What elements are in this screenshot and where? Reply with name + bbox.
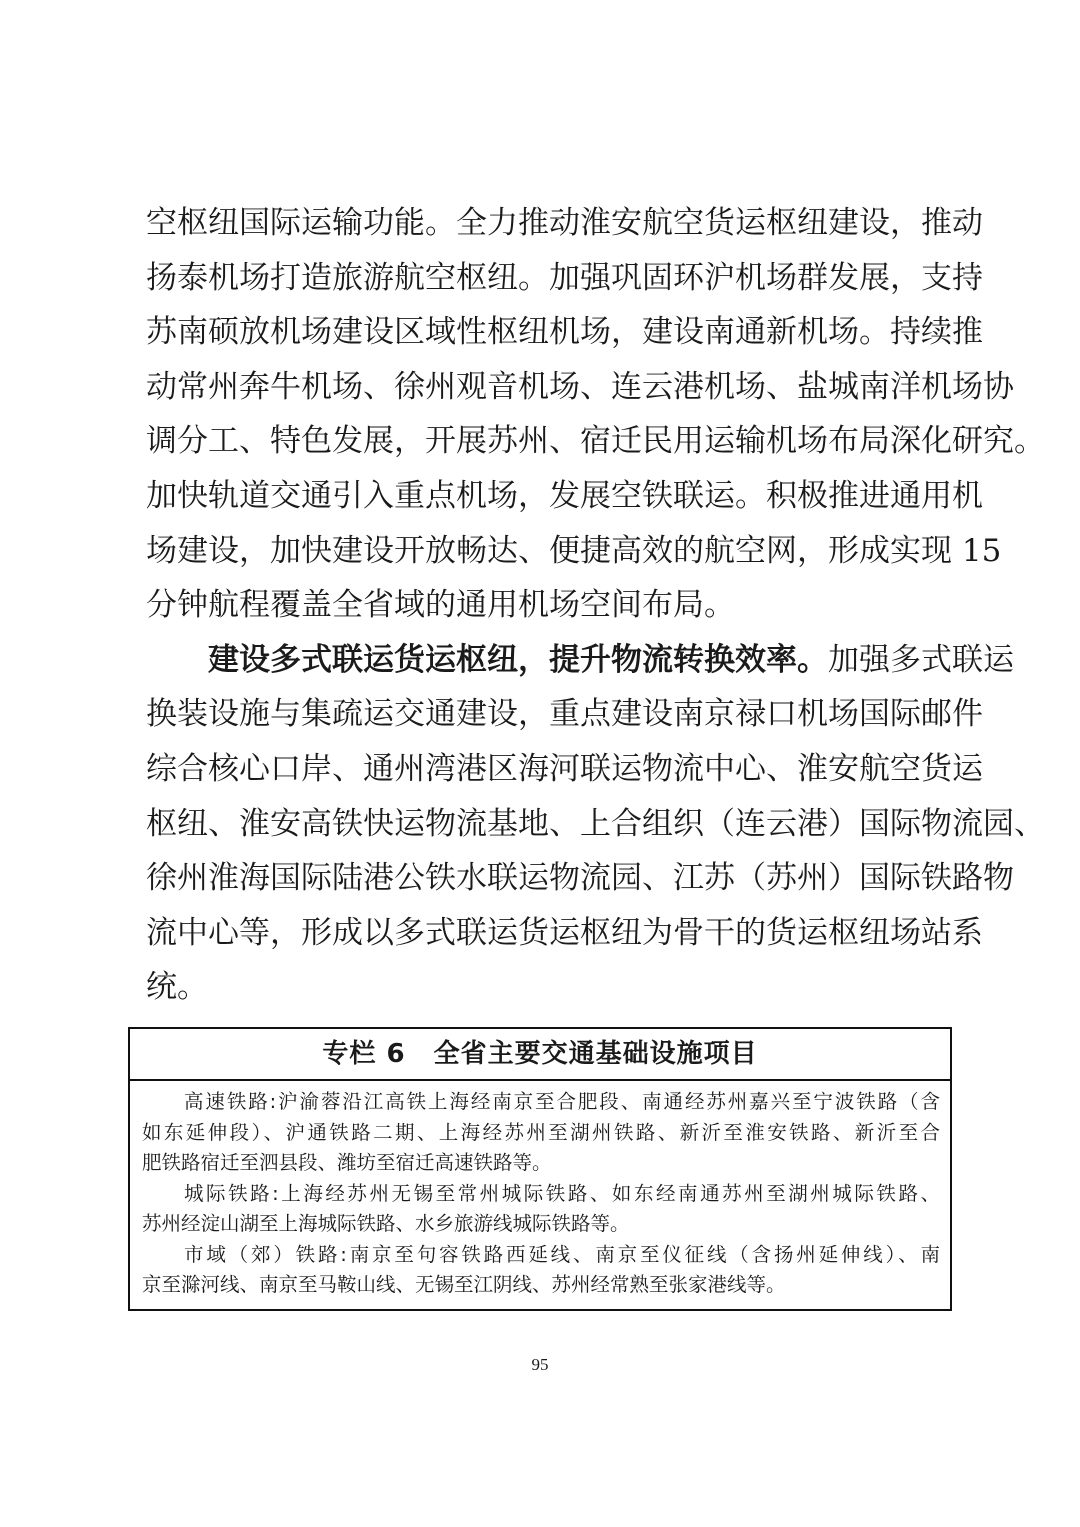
text-line	[146, 633, 1014, 688]
text-line: 统。	[146, 969, 208, 1006]
text-line: 分钟航程覆盖全省域的通用机场空间布局。	[146, 587, 735, 624]
section-label: 城际铁路:	[184, 1181, 279, 1205]
sidebar-line: 京至滁河线、南京至马鞍山线、无锡至江阴线、苏州经常熟至张家港线等。	[142, 1273, 786, 1296]
sidebar-line: 肥铁路宿迁至泗县段、潍坊至宿迁高速铁路等。	[142, 1151, 552, 1174]
sidebar-line	[142, 1240, 940, 1271]
sidebar-heading: 全省主要交通基础设施项目	[433, 1039, 758, 1069]
text-line: 枢纽、淮安高铁快运物流基地、上合组织（连云港）国际物流园、	[146, 805, 1045, 842]
paragraph-lead: 建设多式联运货运枢纽，提升物流转换效率。	[208, 641, 828, 678]
text-line: 换装设施与集疏运交通建设，重点建设南京禄口机场国际邮件	[146, 696, 983, 733]
text-line: 综合核心口岸、通州湾港区海河联运物流中心、淮安航空货运	[146, 750, 983, 787]
section-label: 高速铁路:	[184, 1090, 277, 1113]
section-text: 上海经苏州无锡至常州城际铁路、如东经南通苏州至湖州城际铁路、	[278, 1181, 940, 1205]
text-line: 动常州奔牛机场、徐州观音机场、连云港机场、盐城南洋机场协	[146, 368, 1014, 405]
paragraph-2	[146, 633, 1045, 1015]
sidebar-line: 苏州经淀山湖至上海城际铁路、水乡旅游线城际铁路等。	[142, 1212, 630, 1235]
section-text: 沪渝蓉沿江高铁上海经南京至合肥段、南通经苏州嘉兴至宁波铁路（含	[276, 1090, 940, 1113]
text-line: 苏南硕放机场建设区域性枢纽机场，建设南通新机场。持续推	[146, 314, 983, 351]
sidebar-line: 如东延伸段）、沪通铁路二期、上海经苏州至湖州铁路、新沂至淮安铁路、新沂至合	[142, 1120, 940, 1144]
body-text	[146, 196, 1045, 1015]
sidebar-title	[130, 1029, 950, 1081]
text-line: 流中心等，形成以多式联运货运枢纽为骨干的货运枢纽场站系	[146, 914, 983, 951]
text-line: 加快轨道交通引入重点机场，发展空铁联运。积极推进通用机	[146, 477, 983, 514]
text-line: 空枢纽国际运输功能。全力推动淮安航空货运枢纽建设，推动	[146, 205, 983, 241]
sidebar-line	[142, 1179, 940, 1210]
sidebar-box	[128, 1027, 952, 1311]
text-line: 场建设，加快建设开放畅达、便捷高效的航空网，形成实现 15	[146, 532, 1002, 569]
paragraph-1	[146, 196, 1045, 633]
section-label: 市域（郊）铁路:	[184, 1242, 347, 1266]
sidebar-body	[130, 1081, 950, 1301]
sidebar-line	[142, 1087, 940, 1118]
text-line: 扬泰机场打造旅游航空枢纽。加强巩固环沪机场群发展，支持	[146, 259, 983, 296]
page-number: 95	[531, 1355, 549, 1374]
text-line: 调分工、特色发展，开展苏州、宿迁民用运输机场布局深化研究。	[146, 423, 1045, 460]
text-line: 徐州淮海国际陆港公铁水联运物流园、江苏（苏州）国际铁路物	[146, 860, 1014, 897]
section-text: 南京至句容铁路西延线、南京至仪征线（含扬州延伸线）、南	[346, 1242, 940, 1266]
paragraph-lead-rest: 加强多式联运	[828, 641, 1014, 678]
sidebar-label: 专栏 6	[322, 1039, 406, 1069]
